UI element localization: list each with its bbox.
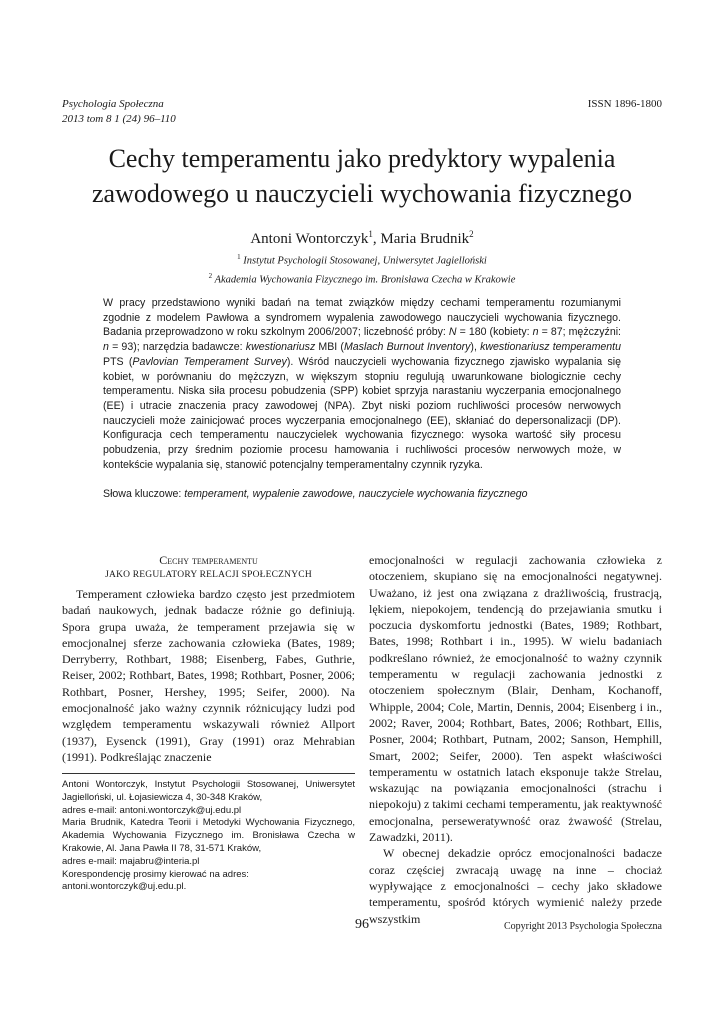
- title-line-1: Cechy temperamentu jako predyktory wypalenia: [108, 144, 616, 173]
- body-paragraph: emocjonalności w regulacji zachowania człowieka z otoczeniem, skupiano się na emocjonalności negatywnej. Uważano, iż jest ona związana z drażliwością, frustracją, lękiem, niepokojem, tendencją do przejawiania smutku i poczucia dyskomfortu jednostki (Bates, 1989; Rothbart, Bates, 1998; Rothbart i in., 1995). W wielu badaniach podkreślano również, że emocjonalność to ważny czynnik temperamentu w regulacji zachowania jednostki z otoczeniem społecznym (Blair, Denham, Kochanoff, Whipple, 2004; Cole, Martin, Dennis, 2004; Eisenberg i in., 2002; Raver, 2004; Rothbart, Bates, 2006; Rothbart, Ellis, Posner, 2004; Rothbart, Putnam, 2002; Sanson, Hemphill, Smart, 2002; Seifer, 2000). Ten aspekt właściwości temperamentu w ostatnich latach eksponuje także Strelau, wskazując na powiązania emocjonalności (strachu i niepokoju) z takimi cechami temperamentu, jak reaktywność emocjonalna, perseweratywność oraz żwawość (Strelau, Zawadzki, 2011).: [369, 553, 662, 845]
- affiliations: [62, 250, 662, 287]
- section-heading: [62, 552, 355, 582]
- section-heading-line-2: JAKO REGULATORY RELACJI SPOŁECZNYCH: [105, 570, 312, 580]
- abstract-italic: N: [448, 326, 457, 339]
- title-line-2: zawodowego u nauczycieli wychowania fizycznego: [92, 179, 632, 208]
- abstract-italic: Pavlovian Temperament Survey: [132, 355, 287, 368]
- affiliation-1-mark: 1: [237, 253, 241, 261]
- abstract-segment: MBI (: [315, 341, 344, 354]
- author-1-mark: 1: [368, 229, 373, 239]
- issn: ISSN 1896-1800: [587, 98, 662, 110]
- footnote-line: adres e-mail: antoni.wontorczyk@uj.edu.pl: [62, 804, 242, 816]
- abstract-text: [103, 296, 621, 472]
- keywords-terms: temperament, wypalenie zawodowe, nauczyciele wychowania fizycznego: [184, 488, 528, 500]
- abstract-italic: kwestionariusz: [245, 341, 316, 354]
- footnote-line: adres e-mail: majabru@interia.pl: [62, 855, 200, 867]
- body-paragraph: Temperament człowieka bardzo często jest przedmiotem badań naukowych, jednak badacze różnie go definiują. Spora grupa uważa, że temperament przejawia się w emocjonalnej sferze zachowania człowieka (Bates, 1989; Derryberry, Rothbart, 1988; Eisenberg, Fabes, Guthrie, Reiser, 2002; Rothbart, Bates, 1998; Rothbart, Posner, 2006; Rothbart, Posner, Hershey, 1995; Seifer, 2000). Na emocjonalność jako ważny czynnik różnicujący ludzi pod względem temperamentu wskazywali również Allport (1937), Eysenck (1991), Gray (1991) oraz Mehrabian (1991). Podkreślając znaczenie: [62, 587, 355, 764]
- author-separator: ,: [372, 231, 381, 247]
- journal-issue: 2013 tom 8 1 (24) 96–110: [62, 113, 176, 125]
- keywords: [103, 487, 621, 501]
- footnote-line: Antoni Wontorczyk, Instytut Psychologii Stosowanej, Uniwersytet Jagielloński, ul. Łojasiewicza 4, 30-348 Kraków,: [62, 779, 355, 803]
- author-2: Maria Brudnik: [380, 231, 470, 247]
- abstract-segment: PTS (: [103, 355, 133, 368]
- keywords-label: Słowa kluczowe:: [103, 488, 185, 500]
- author-footnotes: [62, 779, 355, 894]
- abstract-italic: n: [532, 326, 539, 339]
- abstract-segment: ). Wśród nauczycieli wychowania fizycznego zjawisko wypalania się kobiet, w porównaniu do mężczyzn, w większym stopniu regulują uwarunkowane biologicznie cechy temperamentu. Niska siła procesu pobudzenia (SPP) kobiet sprzyja narastaniu wyczerpania emocjonalnego (EE) i utracie znaczenia pracy zawodowej (NPA). Zbyt niski poziom ruchliwości procesów nerwowych nauczycieli może zainicjować proces wyczerpania emocjonalnego (EE), skłaniać do depersonalizacji (DP). Konfiguracja cech temperamentu nauczycielek wychowania fizycznego: wysoka wartość siły procesu pobudzenia, przy średnim poziomie procesu hamowania i ruchliwości procesów nerwowych może, w kontekście wypalania się, stanowić potencjalny temperamentalny czynnik ryzyka.: [103, 355, 621, 471]
- footnote-divider: [62, 773, 355, 774]
- abstract-italic: Maslach Burnout Inventory: [343, 341, 471, 354]
- author-1: Antoni Wontorczyk: [250, 231, 369, 247]
- section-heading-line-1: Cechy temperamentu: [159, 553, 258, 567]
- affiliation-2-mark: 2: [208, 271, 213, 280]
- abstract-segment: = 87; mężczyźni:: [538, 326, 622, 339]
- body-column-left: [62, 552, 355, 765]
- abstract-italic: n: [103, 341, 109, 354]
- footnote-line: antoni.wontorczyk@uj.edu.pl.: [62, 881, 187, 893]
- authors: [62, 229, 662, 248]
- article-title: [62, 141, 662, 211]
- footnote-line: Maria Brudnik, Katedra Teorii i Metodyki Wychowania Fizycznego, Akademia Wychowania Fizycznego im. Bronisława Czecha w Krakowie, Al. Jana Pawła II 78, 31-571 Kraków,: [62, 817, 355, 854]
- abstract-segment: = 180 (kobiety:: [456, 326, 533, 339]
- abstract-segment: W pracy przedstawiono wyniki badań na temat związków między cechami temperamentu rozumianymi zgodnie z modelem Pawłowa a syndromem wypalenia zawodowego nauczycieli wychowania fizycznego. Badania przeprowadzono w roku szkolnym 2006/2007; liczebność próby:: [103, 297, 621, 339]
- footnote-line: Korespondencję prosimy kierować na adres:: [62, 868, 249, 880]
- journal-citation: [62, 97, 176, 127]
- body-column-right: [369, 552, 662, 927]
- affiliation-2-text: Akademia Wychowania Fizycznego im. Bronisława Czecha w Krakowie: [214, 274, 516, 285]
- abstract-segment: = 93); narzędzia badawcze:: [108, 341, 246, 354]
- page-number: 96: [355, 917, 369, 932]
- affiliation-2: [62, 269, 662, 288]
- copyright: Copyright 2013 Psychologia Społeczna: [503, 921, 662, 932]
- abstract-segment: ),: [470, 341, 481, 354]
- body-paragraph: W obecnej dekadzie oprócz emocjonalności badacze coraz częściej zwracają uwagę na inne – chociaż wypływające z emocjonalności – cechy jako składowe temperamentu, spośród których wymienić należy przede wszystkim: [369, 846, 662, 926]
- journal-name: Psychologia Społeczna: [62, 98, 164, 110]
- affiliation-1: [62, 250, 662, 269]
- abstract-italic: kwestionariusz temperamentu: [480, 341, 622, 354]
- abstract: [103, 296, 621, 472]
- author-2-mark: 2: [469, 229, 474, 239]
- affiliation-1-text: Instytut Psychologii Stosowanej, Uniwersytet Jagielloński: [243, 255, 487, 267]
